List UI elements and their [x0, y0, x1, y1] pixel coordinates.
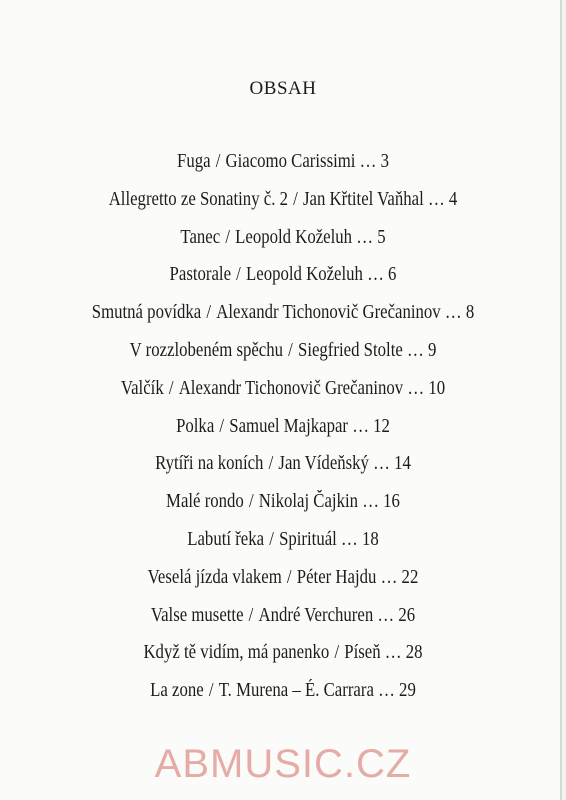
entry-dots: …	[376, 566, 402, 588]
entry-dots: …	[348, 415, 374, 437]
entry-composer: Nikolaj Čajkin	[258, 491, 359, 513]
entry-separator: /	[334, 642, 340, 664]
entry-page-number: 14	[394, 453, 411, 475]
entry-page-number: 5	[377, 226, 386, 248]
entry-page-number: 22	[401, 566, 419, 588]
entry-title: Allegretto ze Sonatiny č. 2	[108, 188, 288, 210]
entry-page-number: 28	[405, 642, 423, 664]
entry-title: La zone	[150, 680, 204, 702]
toc-entry	[40, 147, 527, 185]
toc-entry	[40, 412, 527, 450]
entry-dots: …	[336, 528, 362, 550]
entry-composer: Samuel Majkapar	[229, 415, 349, 437]
entry-separator: /	[168, 377, 174, 399]
entry-separator: /	[206, 302, 212, 324]
entry-composer: Alexandr Tichonovič Grečaninov	[178, 377, 404, 399]
entry-separator: /	[215, 151, 221, 172]
toc-entry	[40, 676, 527, 714]
toc-entry	[40, 449, 527, 487]
entry-dots: …	[368, 453, 395, 475]
entry-separator: /	[219, 415, 225, 437]
entry-separator: /	[288, 339, 293, 361]
entry-composer: T. Murena – É. Carrara	[218, 680, 374, 702]
entry-title: Když tě vidím, má panenko	[143, 642, 330, 664]
entry-dots: …	[373, 680, 400, 702]
toc-entry	[40, 223, 527, 261]
entry-dots: …	[352, 226, 378, 248]
entry-separator: /	[269, 528, 274, 550]
entry-dots: …	[423, 188, 449, 210]
entry-composer: Jan Vídeňský	[278, 453, 369, 475]
entry-page-number: 6	[388, 264, 397, 286]
page-title: OBSAH	[249, 78, 317, 99]
entry-page-number: 8	[465, 302, 475, 324]
entry-title: Smutná povídka	[91, 302, 202, 324]
entry-title: Fuga	[176, 151, 211, 172]
entry-title: Malé rondo	[166, 491, 244, 513]
toc-entry	[40, 601, 527, 639]
toc-entry	[40, 374, 527, 412]
toc-entry	[40, 260, 527, 298]
entry-dots: …	[402, 339, 428, 361]
entry-separator: /	[248, 491, 254, 513]
table-of-contents	[0, 147, 566, 714]
entry-page-number: 9	[427, 339, 437, 361]
entry-title: Pastorale	[169, 264, 232, 286]
entry-page-number: 26	[398, 604, 416, 626]
entry-title: Veselá jízda vlakem	[147, 566, 282, 588]
entry-composer: Spirituál	[279, 528, 337, 550]
entry-separator: /	[248, 604, 254, 626]
entry-composer: Píseň	[344, 642, 381, 664]
entry-composer: Leopold Koželuh	[246, 264, 363, 286]
entry-separator: /	[268, 453, 274, 475]
entry-composer: Jan Křtitel Vaňhal	[302, 188, 424, 210]
entry-title: Polka	[176, 415, 215, 437]
entry-title: V rozzlobeném spěchu	[129, 339, 284, 361]
entry-title: Labutí řeka	[187, 528, 265, 550]
entry-separator: /	[236, 264, 241, 286]
entry-dots: …	[373, 604, 399, 626]
entry-composer: Siegfried Stolte	[297, 339, 403, 361]
entry-separator: /	[286, 566, 292, 588]
entry-composer: André Verchuren	[258, 604, 374, 626]
entry-page-number: 10	[428, 377, 446, 399]
entry-separator: /	[208, 680, 214, 702]
entry-title: Tanec	[180, 226, 221, 248]
entry-page-number: 29	[399, 680, 416, 702]
entry-page-number: 16	[383, 491, 400, 513]
entry-title: Valčík	[120, 377, 164, 399]
entry-title: Rytíři na koních	[155, 453, 264, 475]
entry-page-number: 3	[380, 151, 390, 172]
entry-dots: …	[440, 302, 466, 324]
entry-separator: /	[293, 188, 298, 210]
entry-composer: Péter Hajdu	[296, 566, 377, 588]
entry-dots: …	[380, 642, 406, 664]
entry-composer: Giacomo Carissimi	[225, 151, 356, 172]
entry-dots: …	[403, 377, 429, 399]
entry-separator: /	[225, 226, 231, 248]
toc-entry	[40, 487, 527, 525]
toc-entry	[40, 563, 527, 601]
entry-dots: …	[358, 491, 384, 513]
entry-dots: …	[355, 151, 381, 172]
entry-page-number: 12	[373, 415, 390, 437]
toc-entry	[40, 298, 527, 336]
entry-composer: Leopold Koželuh	[235, 226, 353, 248]
entry-page-number: 4	[448, 188, 458, 210]
entry-dots: …	[362, 264, 389, 286]
toc-entry	[40, 336, 527, 374]
toc-entry	[40, 185, 527, 223]
entry-title: Valse musette	[150, 604, 244, 626]
watermark-logo: ABMUSIC.CZ	[154, 742, 412, 786]
entry-composer: Alexandr Tichonovič Grečaninov	[216, 302, 441, 324]
toc-entry	[40, 525, 527, 563]
toc-entry	[40, 638, 527, 676]
entry-page-number: 18	[361, 528, 379, 550]
